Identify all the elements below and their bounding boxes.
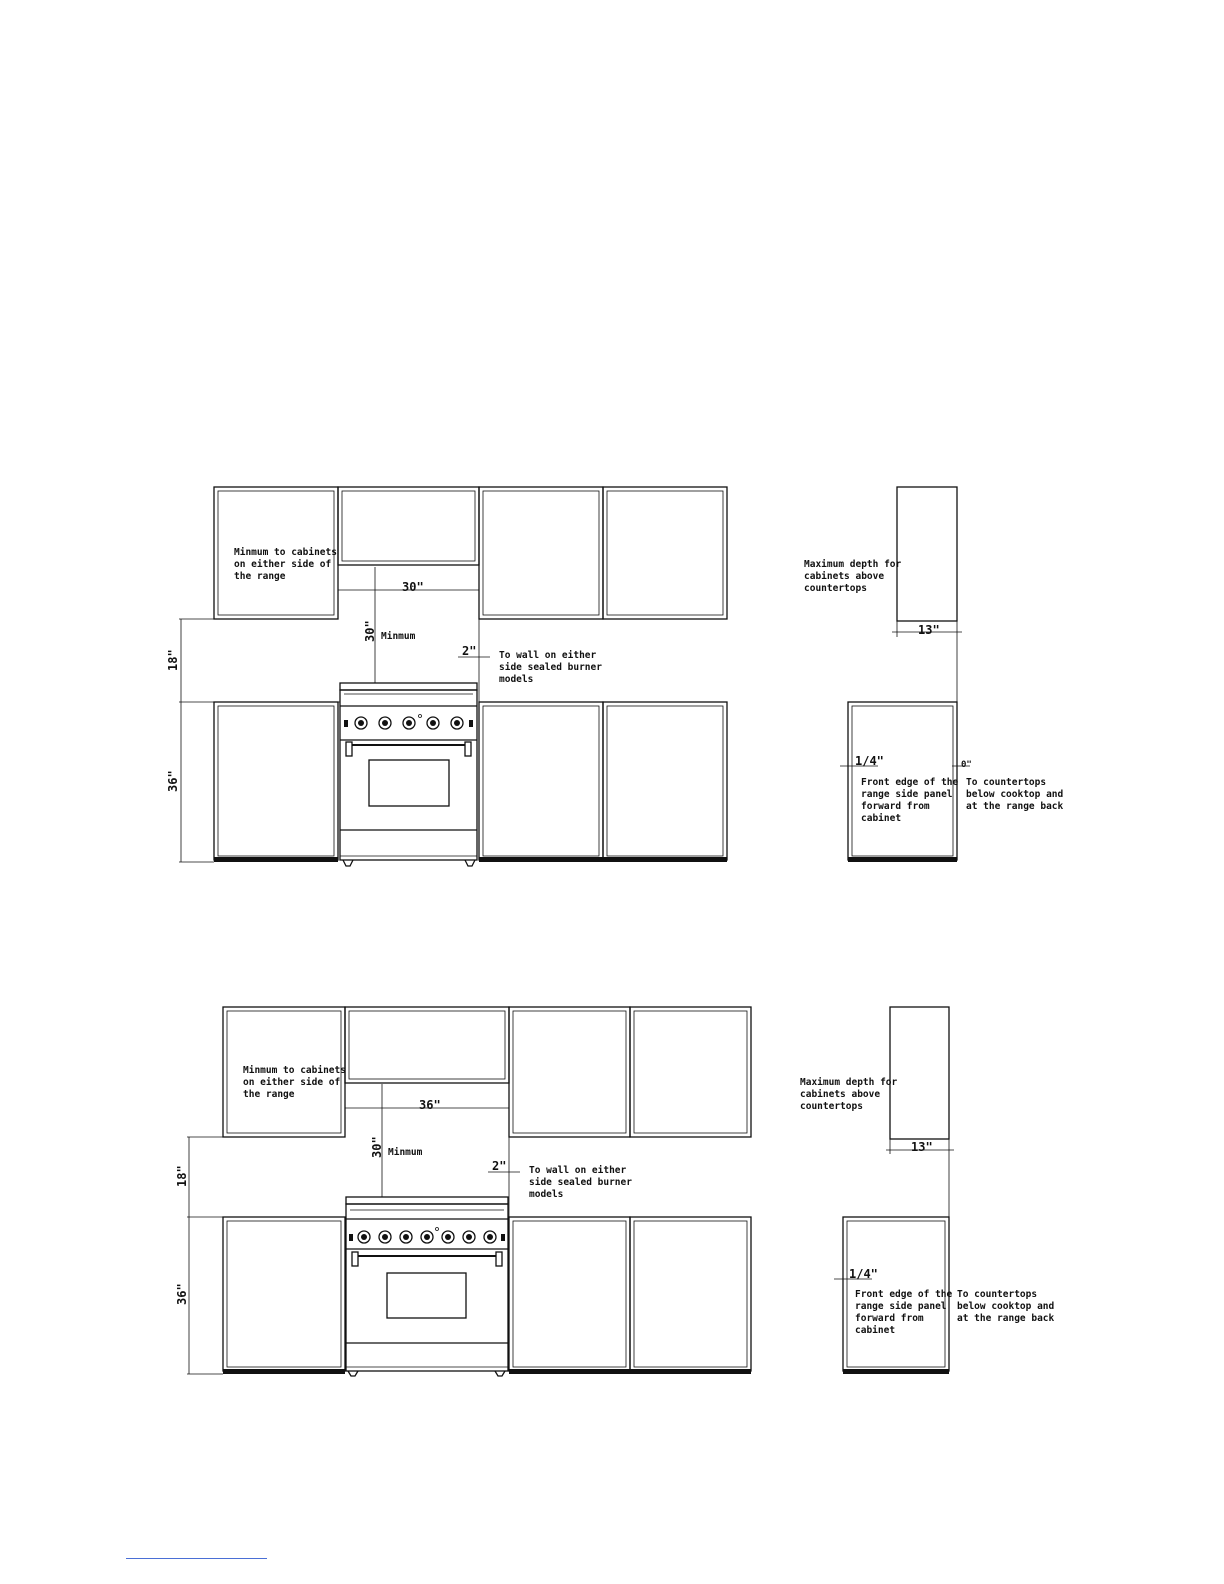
dim-upper-gap: 18" <box>175 1165 189 1187</box>
dim-width: 36" <box>419 1098 441 1112</box>
note-max-depth: Maximum depth for cabinets above countertops <box>804 559 902 594</box>
note-wall: To wall on either side sealed burner models <box>529 1165 632 1200</box>
dim-counter-height: 36" <box>175 1283 189 1305</box>
label-minimum: Minmum <box>388 1147 423 1158</box>
lower-cabinet-left <box>223 1217 345 1371</box>
note-max-depth: Maximum depth for cabinets above countertops <box>800 1077 898 1112</box>
dim-width: 30" <box>402 580 424 594</box>
dim-depth: 13" <box>911 1140 933 1154</box>
note-countertops: To countertops below cooktop and at the range back <box>966 777 1064 812</box>
dim-upper-gap: 18" <box>166 649 180 671</box>
dim-wall: 2" <box>462 644 477 658</box>
oven-window <box>369 760 449 806</box>
range-30 <box>340 683 477 866</box>
upper-cabinet-right <box>603 487 727 619</box>
lower-cabinet-right <box>630 1217 751 1371</box>
elevation-30-inch <box>166 487 1069 866</box>
dim-back: 0" <box>961 760 972 770</box>
upper-cabinet-right <box>630 1007 751 1137</box>
lower-cabinet-center <box>479 702 603 860</box>
lower-cabinet-right <box>603 702 727 860</box>
note-cabinets-side: Minmum to cabinets on either side of the range <box>243 1065 346 1100</box>
oven-window <box>387 1273 466 1318</box>
lower-cabinet-left <box>214 702 338 860</box>
dim-clearance: 30" <box>370 1136 384 1158</box>
note-front-edge: Front edge of the range side panel forward from cabinet <box>855 1289 953 1336</box>
note-front-edge: Front edge of the range side panel forward from cabinet <box>861 777 959 824</box>
dim-counter-height: 36" <box>166 770 180 792</box>
dim-front-edge: 1/4" <box>855 754 884 768</box>
note-countertops: To countertops below cooktop and at the range back <box>957 1289 1055 1324</box>
range-36 <box>346 1197 508 1376</box>
upper-cabinet-center <box>509 1007 630 1137</box>
side-upper-cabinet <box>890 1007 949 1139</box>
range-hood <box>345 1007 509 1083</box>
burner-knobs <box>344 715 473 730</box>
note-wall: To wall on either side sealed burner models <box>499 650 602 685</box>
lower-cabinet-center <box>509 1217 630 1371</box>
dim-front-edge: 1/4" <box>849 1267 878 1281</box>
upper-cabinet-center <box>479 487 603 619</box>
dim-wall: 2" <box>492 1159 507 1173</box>
label-minimum: Minmum <box>381 631 416 642</box>
dim-clearance: 30" <box>363 620 377 642</box>
dim-depth: 13" <box>918 623 940 637</box>
range-hood <box>338 487 479 565</box>
elevation-36-inch <box>175 1007 1060 1376</box>
burner-knobs <box>349 1228 505 1244</box>
note-cabinets-side: Minmum to cabinets on either side of the range <box>234 547 337 582</box>
footer-divider <box>126 1558 267 1559</box>
side-upper-cabinet <box>897 487 957 621</box>
